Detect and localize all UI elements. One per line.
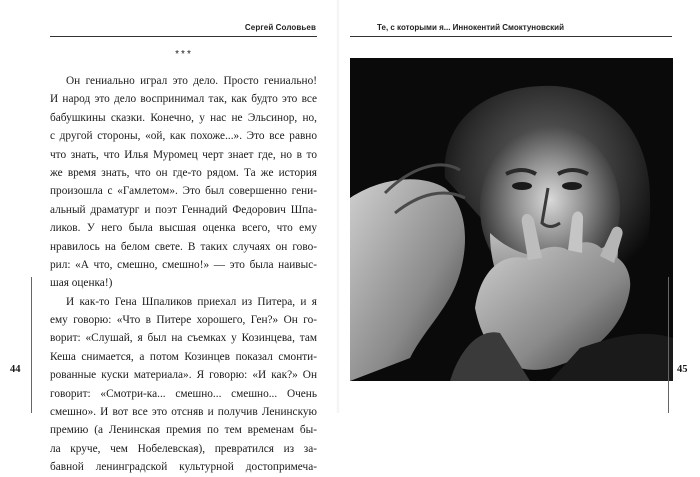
text-line: смешно». И вот все это отсняв и получив Ленинскую (50, 406, 317, 419)
section-separator: *** (175, 49, 193, 60)
text-line: ворит: «Слушай, я был на съемках у Козинцева, там (50, 332, 317, 345)
header-rule-right (350, 36, 672, 37)
left-page (0, 0, 336, 474)
text-line: И как-то Гена Шпаликов приехал из Питера, и я (66, 295, 317, 308)
text-line: И народ это дело воспринимал так, как будто это все (50, 93, 317, 106)
text-line: бавной ленинградской культурной достопримеча- (50, 461, 317, 474)
running-head-right: Те, с которыми я... Иннокентий Смоктуновский (377, 23, 565, 32)
text-line: Кеша снимается, а потом Козинцев показал смонти- (50, 350, 317, 363)
body-text (50, 72, 317, 477)
gutter-rule-left (31, 277, 32, 413)
page-number-right: 45 (677, 364, 688, 375)
text-line: рил: «А что, смешно, смешно!» — это была наивыс- (50, 258, 317, 271)
right-page (340, 0, 700, 413)
text-line: ему говорю: «Что в Питере хорошего, Ген?» Он го- (50, 314, 317, 327)
gutter-rule-right (668, 277, 669, 413)
text-line: рованные куски материала». Я говорю: «И как?» Он (50, 369, 317, 382)
text-line: премию (а Ленинская премия по тем временам бы- (50, 424, 317, 437)
text-line: что знать, что Илья Муромец черт знает где, но в то (50, 148, 317, 161)
text-line: говорит: «Смотри-ка... смешно... смешно... Очень (50, 387, 317, 400)
text-line: же время знать, что он где-то рядом. Та же история (50, 166, 317, 179)
text-line: ла круче, чем Нобелевская), превратился из за- (50, 442, 317, 455)
portrait-photo-illustration (350, 58, 673, 381)
running-head-left: Сергей Соловьев (244, 23, 316, 32)
text-line: альный драматург и поэт Геннадий Федорович Шпа- (50, 203, 317, 216)
text-line: нравилось на белом свете. В таких случаях он гово- (50, 240, 317, 253)
text-line: Он гениально играл это дело. Просто гениально! (66, 75, 317, 87)
text-line: с другой стороны, «ой, как похоже...». Это все равно (50, 130, 317, 143)
text-line: бабушкины сказки. Конечно, у нас не Эльсинор, но, (50, 111, 317, 124)
page-number-left: 44 (10, 364, 21, 375)
header-rule-left (50, 36, 317, 37)
text-line: произошла с «Гамлетом». Это был совершенно гени- (50, 185, 317, 198)
text-line: шая оценка!) (50, 277, 113, 290)
portrait-photo (350, 58, 673, 381)
text-line: ликов. У него была высшая оценка всего, что ему (50, 222, 317, 235)
